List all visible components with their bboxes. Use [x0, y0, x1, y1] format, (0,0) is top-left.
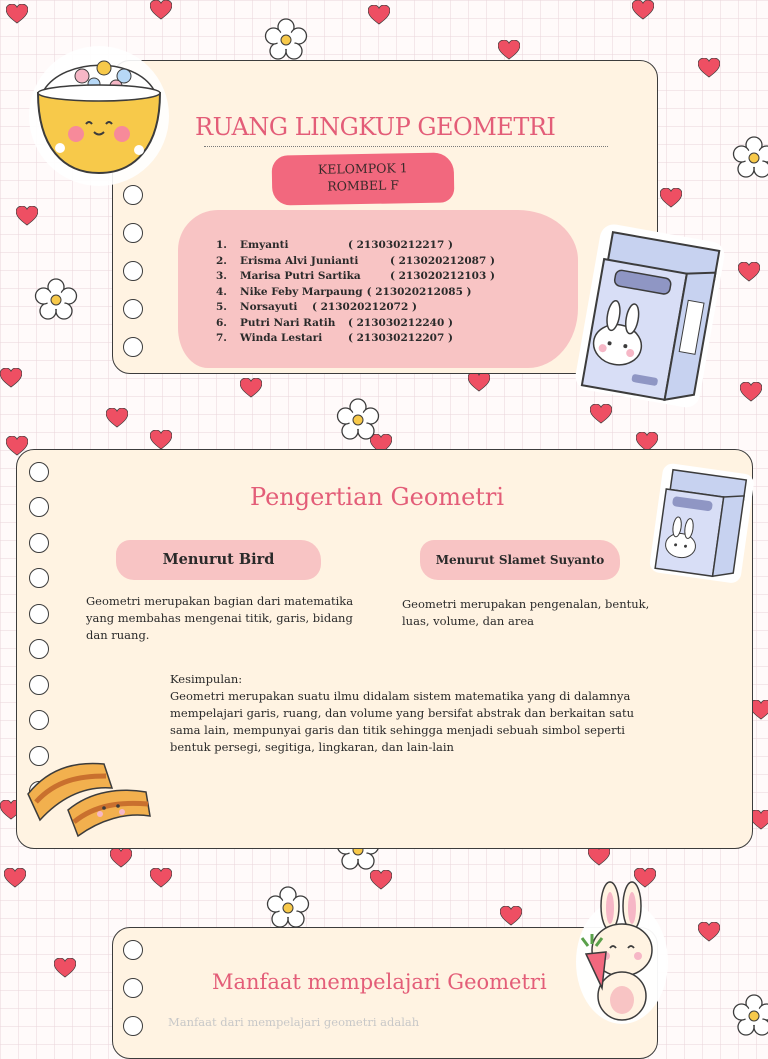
conclusion-label: Kesimpulan:	[170, 672, 243, 686]
bird-label: Menurut Bird	[116, 540, 321, 580]
group-badge	[272, 152, 455, 205]
milk-carton-sticker	[644, 460, 756, 584]
slamet-definition: Geometri merupakan pengenalan, bentuk, luas, volume, dan area	[402, 597, 650, 628]
heart-icon	[6, 4, 28, 24]
member-item	[216, 331, 495, 347]
ring	[123, 299, 143, 319]
milk-carton-sticker	[558, 210, 744, 410]
heart-icon	[150, 868, 172, 888]
heart-icon	[632, 0, 654, 20]
ring	[29, 639, 49, 659]
member-name: Marisa Putri Sartika	[240, 270, 361, 282]
benefits-lead: Manfaat dari mempelajari geometri adalah	[168, 1015, 420, 1029]
member-name: Nike Feby Marpaung	[240, 285, 363, 298]
member-id: ( 213020212103 )	[390, 270, 495, 282]
member-id: ( 213020212087 )	[390, 254, 495, 267]
heart-icon	[16, 206, 38, 226]
member-item	[216, 316, 495, 332]
bird-definition: Geometri merupakan bagian dari matematika yang membahas mengenai titik, garis, bidang dan ruang.	[86, 594, 354, 642]
heart-icon	[698, 58, 720, 78]
ring	[29, 675, 49, 695]
member-item	[216, 254, 495, 270]
ring	[29, 604, 49, 624]
flower-icon	[732, 136, 768, 180]
heart-icon	[588, 846, 610, 866]
heart-icon	[468, 372, 490, 392]
member-number: 4.	[216, 285, 227, 298]
ring	[123, 940, 143, 960]
section-title: Pengertian Geometri	[250, 483, 505, 511]
class-label: ROMBEL F	[327, 177, 400, 194]
member-number: 2.	[216, 254, 227, 267]
member-id: ( 213020212072 )	[312, 301, 417, 313]
ring	[123, 223, 143, 243]
member-item	[216, 285, 495, 301]
member-item	[216, 269, 495, 285]
flower-icon	[336, 398, 380, 442]
member-id: ( 213020212085 )	[366, 285, 472, 298]
member-id: ( 213030212217 )	[348, 239, 453, 251]
heart-icon	[4, 868, 26, 888]
heart-icon	[110, 848, 132, 868]
notebook-rings	[119, 928, 149, 1058]
heart-icon	[370, 870, 392, 890]
bunny-carrot-sticker	[562, 878, 670, 1024]
heart-icon	[240, 378, 262, 398]
flower-icon	[264, 18, 308, 62]
member-number: 6.	[216, 316, 227, 329]
heart-icon	[106, 408, 128, 428]
heart-icon	[660, 188, 682, 208]
group-label: KELOMPOK 1	[317, 160, 408, 177]
member-number: 5.	[216, 301, 227, 313]
heart-icon	[0, 368, 22, 388]
member-id: ( 213030212207 )	[348, 332, 453, 344]
heart-icon	[698, 922, 720, 942]
ring	[123, 337, 143, 357]
ring	[29, 462, 49, 482]
ring	[29, 710, 49, 730]
heart-icon	[54, 958, 76, 978]
slamet-label: Menurut Slamet Suyanto	[420, 540, 620, 580]
heart-icon	[500, 906, 522, 926]
member-name: Emyanti	[240, 239, 289, 251]
flower-icon	[732, 994, 768, 1038]
heart-icon	[150, 430, 172, 450]
member-number: 7.	[216, 332, 227, 344]
member-name: Winda Lestari	[240, 332, 323, 344]
member-name: Putri Nari Ratih	[240, 316, 336, 329]
conclusion	[170, 671, 650, 756]
heart-icon	[368, 5, 390, 25]
member-item	[216, 238, 495, 254]
flower-icon	[34, 278, 78, 322]
heart-icon	[150, 0, 172, 20]
ring	[29, 568, 49, 588]
member-name: Norsayuti	[240, 301, 298, 313]
member-name: Erisma Alvi Junianti	[240, 254, 359, 267]
ring	[123, 978, 143, 998]
ring	[123, 185, 143, 205]
members-list	[216, 238, 495, 347]
conclusion-text: Geometri merupakan suatu ilmu didalam sistem matematika yang di dalamnya mempelajari garis, ruang, dan volume yang bersifat abstrak dan berkaitan satu sama lain, mempunyai garis dan titik sehingga menjadi sebuah simbol seperti bentuk persegi, segitiga, lingkaran, dan lain-lain	[170, 689, 635, 754]
member-number: 1.	[216, 239, 227, 251]
ring	[123, 1016, 143, 1036]
flower-icon	[266, 886, 310, 930]
ring	[123, 261, 143, 281]
ring	[29, 497, 49, 517]
title-divider	[204, 146, 608, 147]
member-id: ( 213030212240 )	[348, 316, 453, 329]
ring	[29, 533, 49, 553]
page-title: RUANG LINGKUP GEOMETRI	[195, 113, 556, 141]
bacon-sticker	[22, 754, 156, 838]
heart-icon	[498, 40, 520, 60]
cereal-bowl-sticker	[24, 38, 174, 188]
member-item	[216, 300, 495, 316]
section-title: Manfaat mempelajari Geometri	[212, 970, 547, 994]
member-number: 3.	[216, 270, 227, 282]
